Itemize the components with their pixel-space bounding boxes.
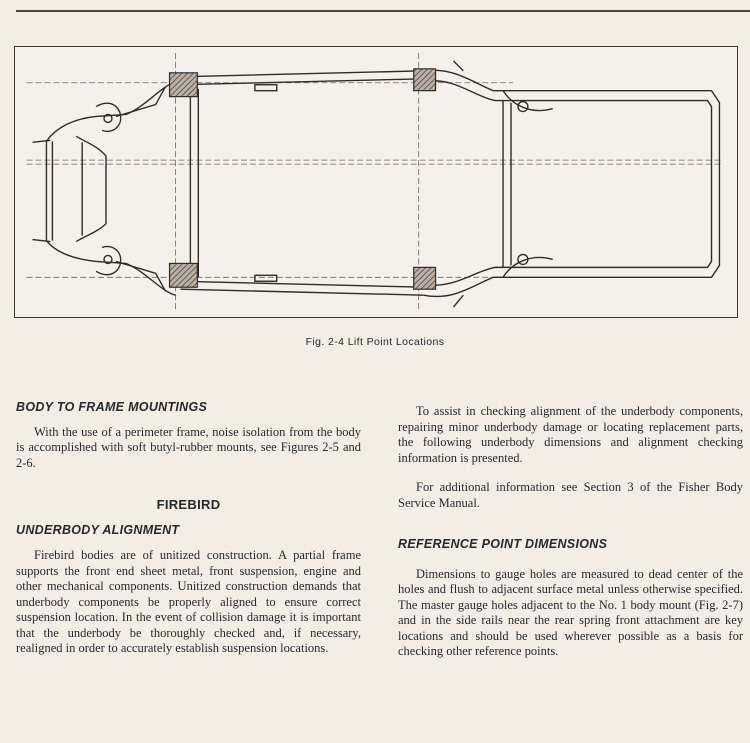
left-column bbox=[16, 400, 361, 657]
para-reference-point: Dimensions to gauge holes are measured to dead center of the holes and flush to adjacent surface metal unless otherwise specified. The master gauge holes adjacent to the No. 1 body mount (Fig. 2-7) and in the side rails near the rear spring front attachment are key locations and should be used wherever possible as a basis for checking other reference points. bbox=[398, 566, 743, 658]
lift-point-front-lower bbox=[170, 263, 198, 287]
para-additional-info: For additional information see Section 3 of the Fisher Body Service Manual. bbox=[398, 480, 743, 510]
para-body-mountings: With the use of a perimeter frame, noise isolation from the body is accomplished with soft butyl-rubber mounts, see Figures 2-5 and 2-6. bbox=[16, 424, 361, 470]
lift-point-front-upper bbox=[170, 73, 198, 97]
heading-reference-point: REFERENCE POINT DIMENSIONS bbox=[398, 537, 608, 551]
heading-body-to-frame: BODY TO FRAME MOUNTINGS bbox=[16, 400, 208, 414]
figure-caption: Fig. 2-4 Lift Point Locations bbox=[305, 336, 445, 348]
frame-diagram bbox=[15, 47, 737, 317]
figure-frame bbox=[14, 46, 738, 318]
right-column bbox=[398, 404, 743, 660]
top-rule bbox=[16, 10, 750, 12]
section-title-firebird: FIREBIRD bbox=[156, 497, 221, 512]
lift-point-rear-lower bbox=[414, 267, 436, 289]
para-assist: To assist in checking alignment of the underbody components, repairing minor underbody damage or locating replacement parts, the following underbody dimensions and alignment checking information is presented. bbox=[398, 404, 743, 465]
heading-underbody-alignment: UNDERBODY ALIGNMENT bbox=[16, 522, 180, 537]
para-underbody-alignment: Firebird bodies are of unitized construction. A partial frame supports the front end sheet metal, front suspension, engine and other mechanical components. Unitized construction demands that underbody components be properly aligned to ensure correct suspension location. In the event of collision damage it is important that the underbody be thoroughly checked and, if necessary, realigned in order to accurately establish suspension locations. bbox=[16, 548, 361, 655]
lift-point-rear-upper bbox=[414, 69, 436, 91]
